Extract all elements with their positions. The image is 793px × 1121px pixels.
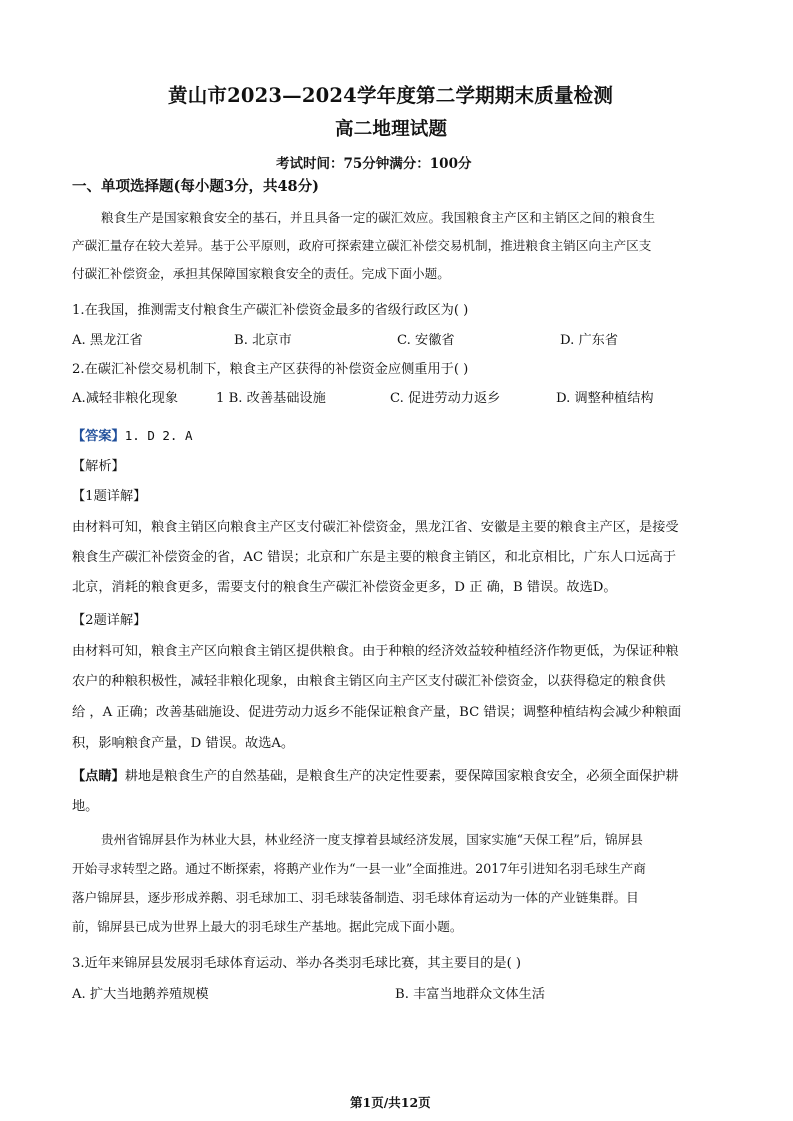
intro2-line-1: 贵州省锦屏县作为林业大县，林业经济一度支撑着县域经济发展，国家实施“天保工程”后，锦屏县 [101, 832, 643, 847]
intro-line-1: 粮食生产是国家粮食安全的基石，并且具备一定的碳汇效应。我国粮食主产区和主销区之间的粮食生 [101, 210, 656, 225]
answer-line [72, 425, 192, 444]
question-3-stem: 3.近年来锦屏县发展羽毛球体育运动、举办各类羽毛球比赛，其主要目的是( ) [72, 956, 522, 971]
page-subtitle: 高二地理试题 [335, 119, 448, 140]
detail-1-label: 【1题详解】 [72, 489, 147, 504]
detail-1-line-1: 由材料可知，粮食主销区向粮食主产区支付碳汇补偿资金，黑龙江省、安徽是主要的粮食主产区，是接受 [72, 520, 679, 535]
detail-2-line-3: 给 ，A 正确；改善基础施设、促进劳动力返乡不能保证粮食产量，BC 错误；调整种植结构会减少种粮面 [72, 705, 682, 720]
q1-option-a: A. 黑龙江省 [72, 333, 143, 348]
exam-info: 考试时间：75分钟满分：100分 [276, 156, 472, 172]
detail-2-line-4: 积，影响粮食产量，D 错误。故选A。 [72, 736, 295, 751]
tip-line-1 [72, 765, 679, 784]
intro-line-3: 付碳汇补偿资金，承担其保障国家粮食安全的责任。完成下面小题。 [72, 266, 450, 281]
detail-2-line-2: 农户的种粮积极性，减轻非粮化现象，由粮食主销区向主产区支付碳汇补偿资金，以获得稳定的粮食供 [72, 674, 666, 689]
section-heading: 一、单项选择题(每小题3分，共48分) [72, 178, 319, 195]
q2-option-d: D. 调整种植结构 [556, 391, 654, 406]
detail-1-line-3: 北京，消耗的粮食更多，需要支付的粮食生产碳汇补偿资金更多，D 正 确，B 错误。故选D。 [72, 580, 617, 595]
detail-2-line-1: 由材料可知，粮食主产区向粮食主销区提供粮食。由于种粮的经济效益较种植经济作物更低，为保证种粮 [72, 644, 679, 659]
page-title: 黄山市2023—2024学年度第二学期期末质量检测 [168, 84, 614, 107]
q1-option-c: C. 安徽省 [397, 333, 455, 348]
question-2-stem: 2.在碳汇补偿交易机制下，粮食主产区获得的补偿资金应侧重用于( ) [72, 362, 469, 377]
q2-option-b: 1 B. 改善基础设施 [216, 391, 326, 406]
intro-line-2: 产碳汇量存在较大差异。基于公平原则，政府可探索建立碳汇补偿交易机制，推进粮食主销区向主产区支 [72, 238, 652, 253]
intro2-line-3: 落户锦屏县，逐步形成养鹅、羽毛球加工、羽毛球装备制造、羽毛球体育运动为一体的产业链集群。目 [72, 890, 639, 905]
q2-option-c: C. 促进劳动力返乡 [390, 391, 501, 406]
detail-1-line-2: 粮食生产碳汇补偿资金的省，AC 错误；北京和广东是主要的粮食主销区，和北京相比，广东人口远高于 [72, 550, 677, 565]
detail-2-label: 【2题详解】 [72, 613, 147, 628]
intro2-line-2: 开始寻求转型之路。通过不断探索，将鹅产业作为“一县一业”全面推进。2017年引进知名羽毛球生产商 [72, 861, 646, 876]
answer-label: 【答案】 [72, 429, 125, 444]
tip-label: 【点睛】 [72, 769, 125, 784]
q3-option-a: A. 扩大当地鹅养殖规模 [72, 987, 209, 1002]
tip-line-2: 地。 [72, 799, 99, 814]
q1-option-b: B. 北京市 [234, 333, 292, 348]
page-number: 第1页/共12页 [350, 1095, 431, 1110]
intro2-line-4: 前，锦屏县已成为世界上最大的羽毛球生产基地。据此完成下面小题。 [72, 919, 463, 934]
tip-text: 耕地是粮食生产的自然基础，是粮食生产的决定性要素，要保障国家粮食安全，必须全面保护耕 [124, 769, 679, 784]
q1-option-d: D. 广东省 [560, 333, 619, 348]
q3-option-b: B. 丰富当地群众文体生活 [395, 987, 545, 1002]
analysis-label: 【解析】 [72, 459, 125, 474]
q2-option-a: A.减轻非粮化现象 [72, 391, 179, 406]
answer-value: 1. D 2. A [124, 428, 193, 443]
question-1-stem: 1.在我国，推测需支付粮食生产碳汇补偿资金最多的省级行政区为( ) [72, 303, 469, 318]
